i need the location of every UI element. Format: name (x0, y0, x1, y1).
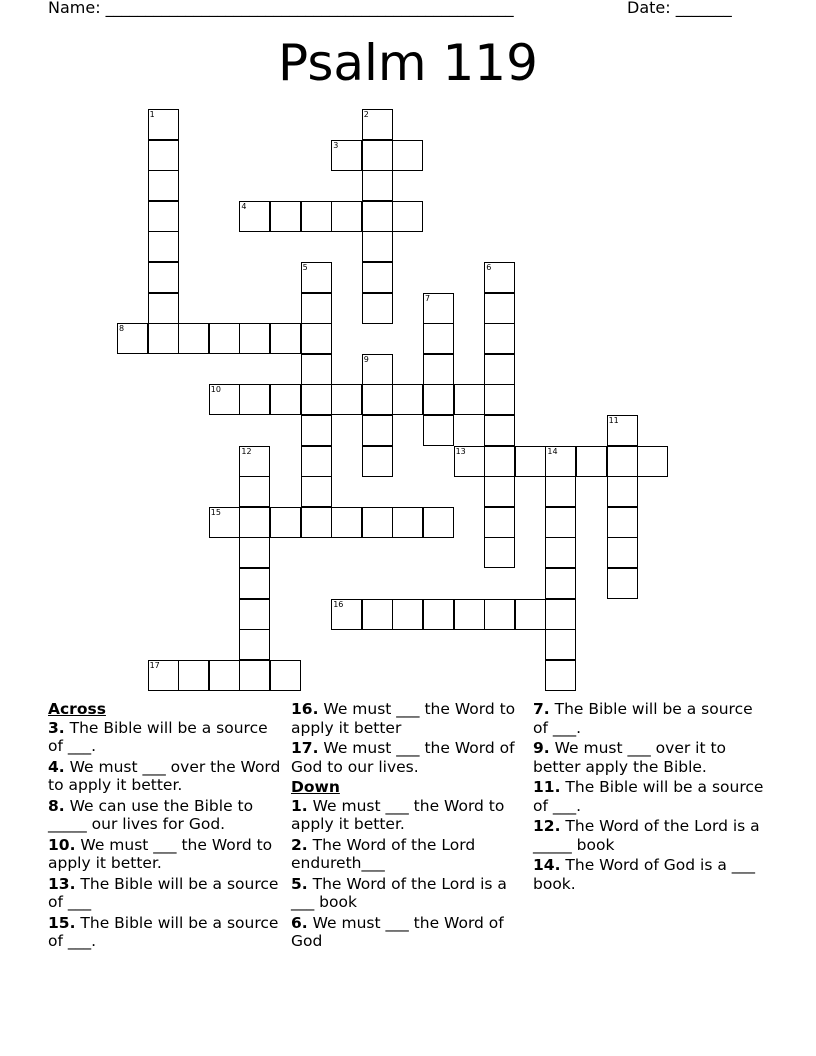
clue-number: 9 (363, 354, 369, 364)
grid-cell[interactable] (362, 354, 393, 385)
grid-cell[interactable] (362, 384, 393, 415)
grid-cell[interactable] (362, 231, 393, 262)
grid-cell[interactable] (301, 507, 332, 538)
grid-cell[interactable] (392, 384, 423, 415)
grid-cell[interactable] (423, 507, 454, 538)
grid-cell[interactable] (148, 660, 179, 691)
grid-cell[interactable] (545, 507, 576, 538)
clue-number: 2 (363, 110, 369, 119)
clue-number: 13 (455, 446, 466, 456)
clue-text: The Bible will be a source of ___. (48, 913, 279, 950)
clue-number-label: 7. (533, 700, 550, 718)
grid-cell[interactable] (270, 507, 301, 538)
grid-cell[interactable] (239, 660, 270, 691)
grid-cell[interactable] (484, 354, 515, 385)
grid-cell[interactable] (178, 323, 209, 354)
clue-number: 11 (608, 416, 619, 425)
clue-number-label: 17. (291, 739, 319, 757)
grid-cell[interactable] (270, 323, 301, 354)
grid-cell[interactable] (148, 201, 179, 232)
grid-cell[interactable] (392, 599, 423, 630)
clue-number: 14 (547, 446, 558, 456)
grid-cell[interactable] (607, 537, 638, 568)
grid-cell[interactable] (484, 599, 515, 630)
clue (533, 817, 769, 854)
grid-cell[interactable] (301, 476, 332, 507)
clue-number-label: 4. (48, 757, 65, 776)
grid-cell[interactable] (239, 201, 270, 232)
clue-number-label: 8. (48, 796, 65, 815)
grid-cell[interactable] (331, 140, 362, 171)
clue-number-label: 14. (533, 856, 561, 874)
grid-cell[interactable] (545, 446, 576, 477)
clue-text: We must ___ the Word of God to our lives. (291, 739, 515, 776)
grid-cell[interactable] (423, 415, 454, 446)
grid-cell[interactable] (484, 476, 515, 507)
section-heading: Across (48, 700, 106, 718)
grid-cell[interactable] (607, 415, 638, 446)
grid-cell[interactable] (331, 599, 362, 630)
clue-text: We must ___ the Word to apply it better. (291, 796, 505, 833)
grid-cell[interactable] (209, 323, 240, 354)
grid-cell[interactable] (270, 660, 301, 691)
clue-number: 16 (333, 599, 344, 609)
grid-cell[interactable] (209, 507, 240, 538)
grid-cell[interactable] (484, 446, 515, 477)
grid-cell[interactable] (545, 660, 576, 691)
grid-cell[interactable] (484, 323, 515, 354)
clue (291, 875, 527, 912)
grid-cell[interactable] (331, 201, 362, 232)
grid-cell[interactable] (454, 384, 485, 415)
clue-number: 1 (149, 110, 155, 119)
grid-cell[interactable] (637, 446, 668, 477)
grid-cell[interactable] (454, 446, 485, 477)
grid-cell[interactable] (270, 384, 301, 415)
clue-number-label: 9. (533, 739, 550, 757)
grid-cell[interactable] (148, 170, 179, 201)
grid-cell[interactable] (423, 599, 454, 630)
grid-cell[interactable] (392, 201, 423, 232)
clue-text: The Bible will be a source of ___ (48, 874, 279, 911)
grid-cell[interactable] (392, 140, 423, 171)
clue-text: The Bible will be a source of ___. (48, 718, 268, 755)
clue-number-label: 5. (291, 874, 308, 893)
grid-cell[interactable] (362, 170, 393, 201)
grid-cell[interactable] (576, 446, 607, 477)
grid-cell[interactable] (209, 660, 240, 691)
clue (291, 739, 527, 776)
grid-cell[interactable] (515, 599, 546, 630)
grid-cell[interactable] (301, 293, 332, 324)
clue (48, 836, 284, 873)
clue-number-label: 13. (48, 874, 76, 893)
grid-cell[interactable] (454, 599, 485, 630)
grid-cell[interactable] (515, 446, 546, 477)
grid-cell[interactable] (484, 507, 515, 538)
section-heading: Down (291, 778, 340, 796)
grid-cell[interactable] (423, 323, 454, 354)
grid-cell[interactable] (545, 568, 576, 599)
grid-cell[interactable] (148, 109, 179, 140)
grid-cell[interactable] (362, 262, 393, 293)
clue-number: 8 (119, 324, 125, 334)
grid-cell[interactable] (362, 201, 393, 232)
clue-text: We must ___ the Word of God (291, 913, 504, 950)
clue-text: We must ___ over it to better apply the Bible. (533, 739, 727, 776)
grid-cell[interactable] (362, 109, 393, 140)
clue-text: The Word of God is a ___ book. (533, 856, 756, 893)
date-field-label: Date: _______ (627, 0, 732, 17)
grid-cell[interactable] (301, 201, 332, 232)
grid-cell[interactable] (148, 231, 179, 262)
grid-cell[interactable] (301, 446, 332, 477)
clue (291, 797, 527, 834)
grid-cell[interactable] (301, 323, 332, 354)
grid-cell[interactable] (484, 293, 515, 324)
grid-cell[interactable] (270, 201, 301, 232)
clue-number-label: 12. (533, 817, 561, 835)
clue-number-label: 2. (291, 835, 308, 854)
clue-number-label: 3. (48, 718, 65, 737)
grid-cell[interactable] (607, 476, 638, 507)
clue (291, 914, 527, 951)
clue-number: 6 (486, 263, 492, 272)
grid-cell[interactable] (362, 446, 393, 477)
clue-text: We must ___ over the Word to apply it better. (48, 757, 281, 794)
clue (48, 719, 284, 756)
grid-cell[interactable] (239, 629, 270, 660)
grid-cell[interactable] (148, 323, 179, 354)
grid-cell[interactable] (331, 384, 362, 415)
grid-cell[interactable] (301, 384, 332, 415)
grid-cell[interactable] (301, 354, 332, 385)
clue (291, 700, 527, 737)
grid-cell[interactable] (331, 507, 362, 538)
grid-cell[interactable] (301, 415, 332, 446)
grid-cell[interactable] (301, 262, 332, 293)
grid-cell[interactable] (362, 140, 393, 171)
clue-number-label: 11. (533, 778, 561, 796)
grid-cell[interactable] (239, 476, 270, 507)
clues-column-2 (291, 700, 527, 953)
grid-cell[interactable] (362, 293, 393, 324)
grid-cell[interactable] (362, 599, 393, 630)
clue-number: 10 (210, 385, 221, 395)
clue (533, 739, 769, 776)
clue-number: 5 (302, 263, 308, 272)
grid-cell[interactable] (607, 446, 638, 477)
grid-cell[interactable] (209, 384, 240, 415)
grid-cell[interactable] (484, 415, 515, 446)
clue-text: The Bible will be a source of ___. (533, 700, 753, 737)
clue-number: 4 (241, 201, 247, 211)
grid-cell[interactable] (423, 293, 454, 324)
grid-cell[interactable] (484, 537, 515, 568)
grid-cell[interactable] (239, 599, 270, 630)
grid-cell[interactable] (484, 384, 515, 415)
grid-cell[interactable] (362, 415, 393, 446)
clue-number: 12 (241, 446, 252, 456)
clue-text: The Bible will be a source of ___. (533, 778, 764, 815)
grid-cell[interactable] (239, 384, 270, 415)
clue (533, 700, 769, 737)
clue-number-label: 15. (48, 913, 76, 932)
grid-cell[interactable] (239, 507, 270, 538)
grid-cell[interactable] (392, 507, 423, 538)
clue (533, 856, 769, 893)
clue-number: 15 (210, 507, 221, 517)
grid-cell[interactable] (239, 446, 270, 477)
grid-cell[interactable] (117, 323, 148, 354)
clue-text: The Word of the Lord endureth___ (291, 835, 476, 872)
clue-text: The Word of the Lord is a _____ book (533, 817, 760, 854)
grid-cell[interactable] (484, 262, 515, 293)
clue-text: The Word of the Lord is a ___ book (291, 874, 507, 911)
clue (48, 875, 284, 912)
clues-column-1 (48, 700, 284, 953)
clues-column-3 (533, 700, 769, 895)
clue (48, 797, 284, 834)
clue-number-label: 16. (291, 700, 319, 718)
grid-cell[interactable] (545, 476, 576, 507)
grid-cell[interactable] (239, 568, 270, 599)
grid-cell[interactable] (545, 599, 576, 630)
clue-number: 7 (425, 293, 431, 303)
clue (48, 914, 284, 951)
grid-cell[interactable] (148, 140, 179, 171)
clue-text: We can use the Bible to _____ our lives for God. (48, 796, 254, 833)
grid-cell[interactable] (362, 507, 393, 538)
grid-cell[interactable] (239, 537, 270, 568)
clue-number-label: 6. (291, 913, 308, 932)
clue (291, 836, 527, 873)
clue-number: 17 (149, 660, 160, 670)
page-title: Psalm 119 (278, 34, 538, 92)
grid-cell[interactable] (239, 323, 270, 354)
clue-number-label: 1. (291, 796, 308, 815)
clue-number-label: 10. (48, 835, 76, 854)
clue-number: 3 (333, 140, 339, 150)
name-field-label: Name: ___________________________________________________ (48, 0, 514, 17)
grid-cell[interactable] (148, 293, 179, 324)
clue (533, 778, 769, 815)
clue (48, 758, 284, 795)
grid-cell[interactable] (423, 354, 454, 385)
grid-cell[interactable] (423, 384, 454, 415)
grid-cell[interactable] (545, 537, 576, 568)
clue-text: We must ___ the Word to apply it better (291, 700, 516, 737)
grid-cell[interactable] (607, 507, 638, 538)
grid-cell[interactable] (545, 629, 576, 660)
grid-cell[interactable] (148, 262, 179, 293)
clue-text: We must ___ the Word to apply it better. (48, 835, 273, 872)
grid-cell[interactable] (178, 660, 209, 691)
grid-cell[interactable] (607, 568, 638, 599)
